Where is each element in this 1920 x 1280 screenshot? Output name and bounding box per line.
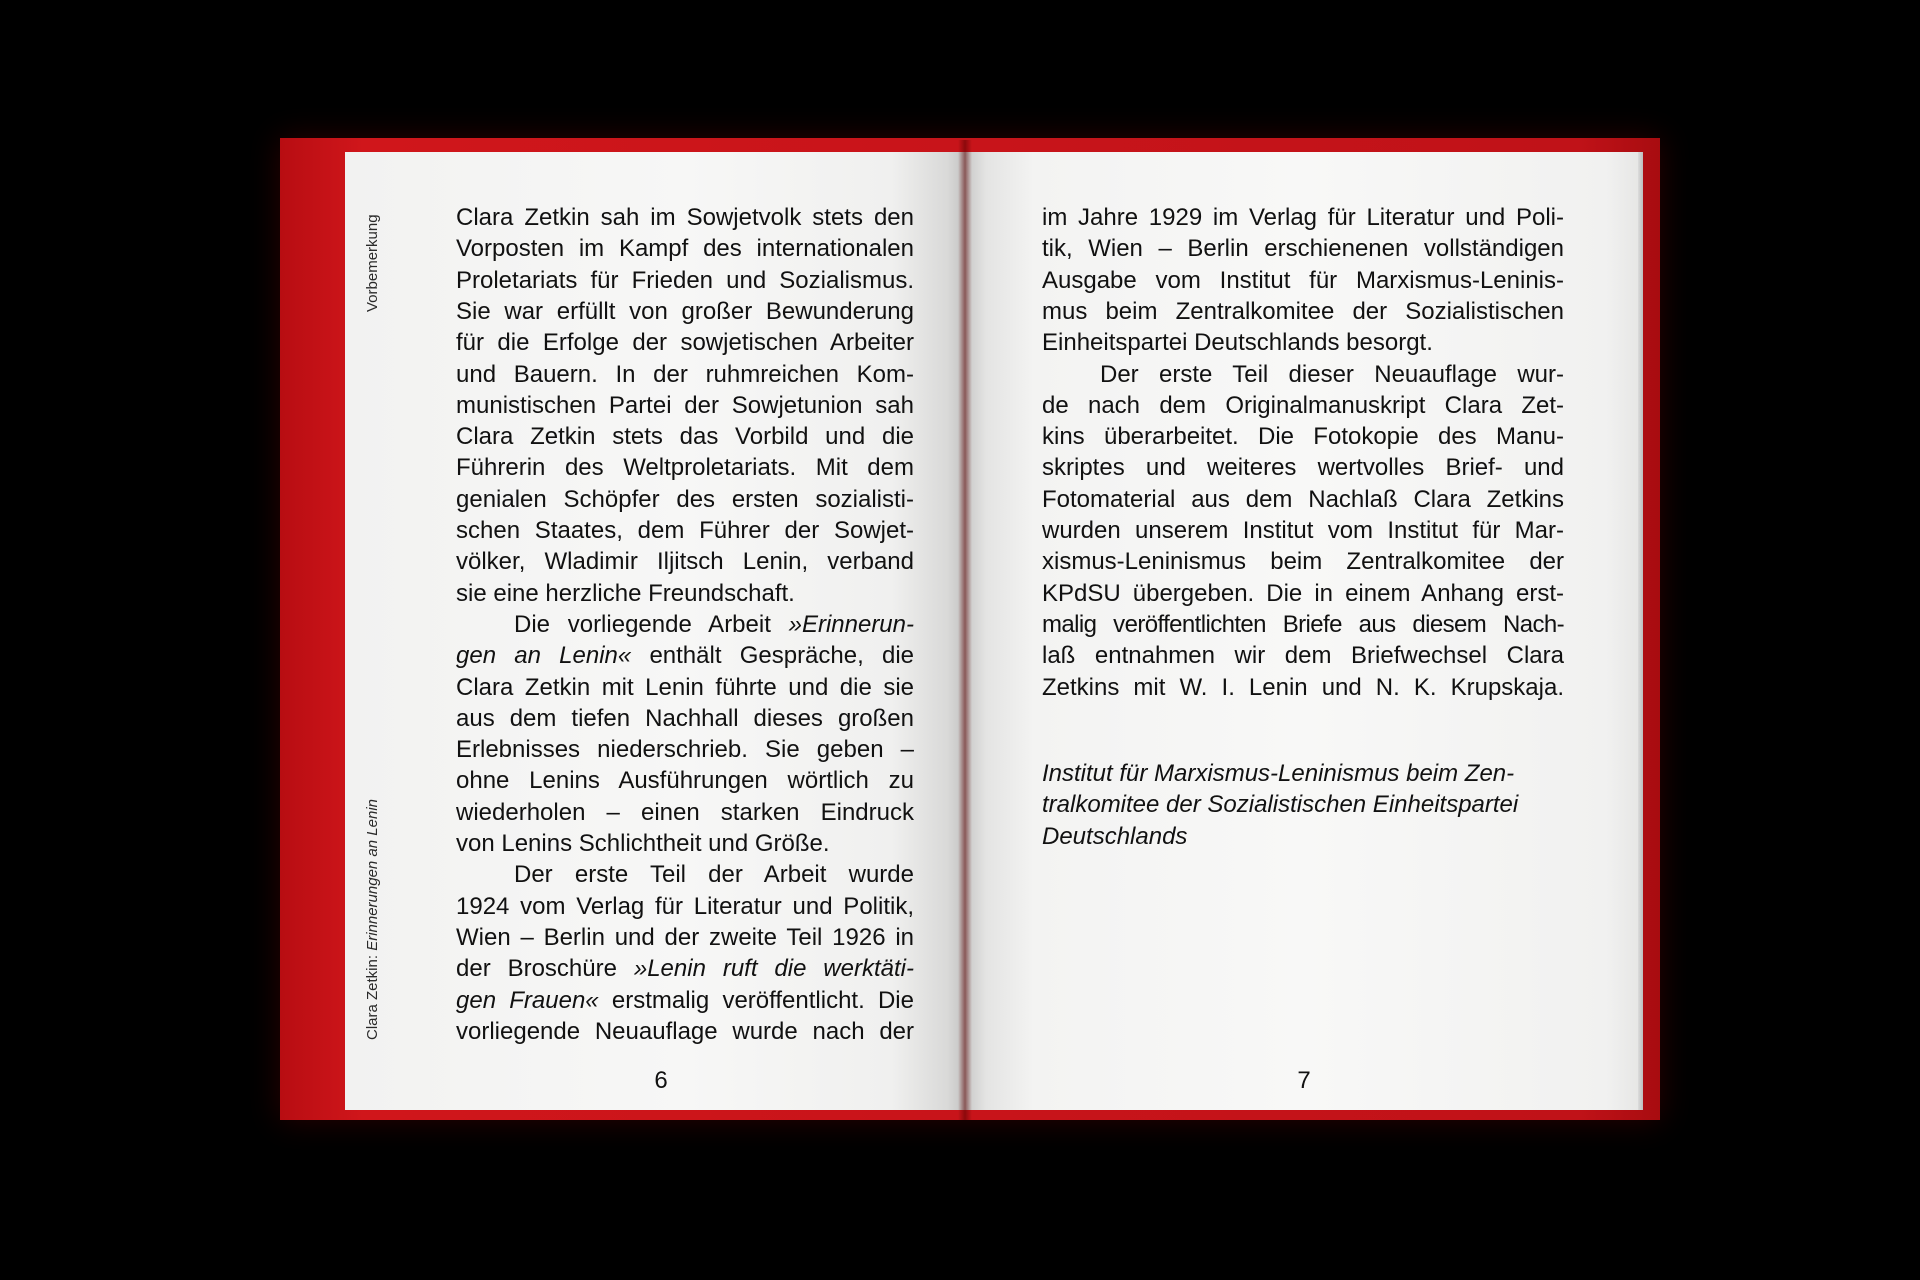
text-line: ohne Lenins Ausführungen wörtlich zu [456, 767, 914, 795]
text-line: de nach dem Originalmanuskript Clara Zet- [1042, 391, 1564, 419]
text-line: schen Staates, dem Führer der Sowjet- [456, 517, 914, 544]
text-line: der Broschüre »Lenin ruft die werktäti- [456, 955, 914, 983]
text-line: Führerin des Weltproletariats. Mit dem [456, 454, 914, 482]
text-line: wurden unserem Institut vom Institut für Mar- [1042, 517, 1564, 544]
text-line: und Bauern. In der ruhmreichen Kom- [456, 360, 914, 388]
text-line: für die Erfolge der sowjetischen Arbeiter [456, 329, 914, 357]
text-line: sie eine herzliche Freundschaft. [456, 579, 795, 607]
text-line: Vorposten im Kampf des internationalen [456, 235, 914, 263]
text-line: 1924 vom Verlag für Literatur und Politik, [456, 892, 914, 920]
text-line: Fotomaterial aus dem Nachlaß Clara Zetkins [1042, 485, 1564, 513]
text-line: aus dem tiefen Nachhall dieses großen [456, 704, 914, 732]
text-line: Der erste Teil der Arbeit wurde [514, 861, 914, 889]
text-line: Proletariats für Frieden und Sozialismus. [456, 266, 914, 294]
page-number-left: 6 [654, 1067, 668, 1094]
signature-line: Institut für Marxismus-Leninismus beim Zen- [1042, 760, 1515, 787]
running-foot [364, 799, 381, 1040]
text-line: Einheitspartei Deutschlands besorgt. [1042, 329, 1433, 357]
book-gutter [958, 140, 972, 1120]
text-line: KPdSU übergeben. Die in einem Anhang erst- [1042, 579, 1564, 607]
text-line: gen Frauen« erstmalig veröffentlicht. Die [456, 986, 914, 1014]
text-line: Sie war erfüllt von großer Bewunderung [456, 297, 914, 325]
text-line: malig veröffentlichten Briefe aus diesem Nach- [1042, 610, 1564, 638]
text-line: Clara Zetkin sah im Sowjetvolk stets den [456, 204, 914, 231]
running-foot-title: Erinnerungen an Lenin [364, 799, 381, 951]
signature-line: tralkomitee der Sozialistischen Einheitspartei [1042, 791, 1519, 819]
text-line: kins überarbeitet. Die Fotokopie des Manu- [1042, 423, 1564, 451]
text-line: im Jahre 1929 im Verlag für Literatur und Poli- [1042, 204, 1564, 231]
page-number-right: 7 [1297, 1067, 1311, 1094]
text-line: laß entnahmen wir dem Briefwechsel Clara [1042, 642, 1564, 670]
text-line: wiederholen – einen starken Eindruck [456, 798, 914, 826]
text-line: xismus-Leninismus beim Zentralkomitee der [1042, 548, 1564, 576]
text-line: gen an Lenin« enthält Gespräche, die [456, 642, 915, 670]
text-line: Erlebnisses niederschrieb. Sie geben – [456, 736, 914, 764]
text-line: Clara Zetkin mit Lenin führte und die sie [456, 673, 914, 701]
text-line: Clara Zetkin stets das Vorbild und die [456, 423, 914, 451]
text-line: munistischen Partei der Sowjetunion sah [456, 391, 914, 419]
running-foot-author: Clara Zetkin: [364, 954, 381, 1040]
running-head: Vorbemerkung [364, 214, 381, 312]
text-line: vorliegende Neuauflage wurde nach der [456, 1017, 914, 1045]
text-line: Die vorliegende Arbeit »Erinnerun- [514, 610, 914, 638]
text-line: von Lenins Schlichtheit und Größe. [456, 830, 830, 857]
page-block-edge [1638, 152, 1643, 1110]
signature-line: Deutschlands [1042, 822, 1188, 850]
text-line: Ausgabe vom Institut für Marxismus-Leninis- [1042, 266, 1564, 294]
text-line: Zetkins mit W. I. Lenin und N. K. Krupskaja. [1042, 673, 1564, 701]
text-line: Wien – Berlin und der zweite Teil 1926 in [456, 923, 914, 951]
text-line: tik, Wien – Berlin erschienenen vollständigen [1042, 235, 1564, 263]
text-line: völker, Wladimir Iljitsch Lenin, verband [456, 548, 914, 576]
text-line: mus beim Zentralkomitee der Sozialistischen [1042, 297, 1564, 325]
text-line: skriptes und weiteres wertvolles Brief- und [1042, 454, 1564, 482]
text-line: genialen Schöpfer des ersten sozialisti- [456, 485, 914, 513]
text-line: Der erste Teil dieser Neuauflage wur- [1100, 360, 1564, 388]
